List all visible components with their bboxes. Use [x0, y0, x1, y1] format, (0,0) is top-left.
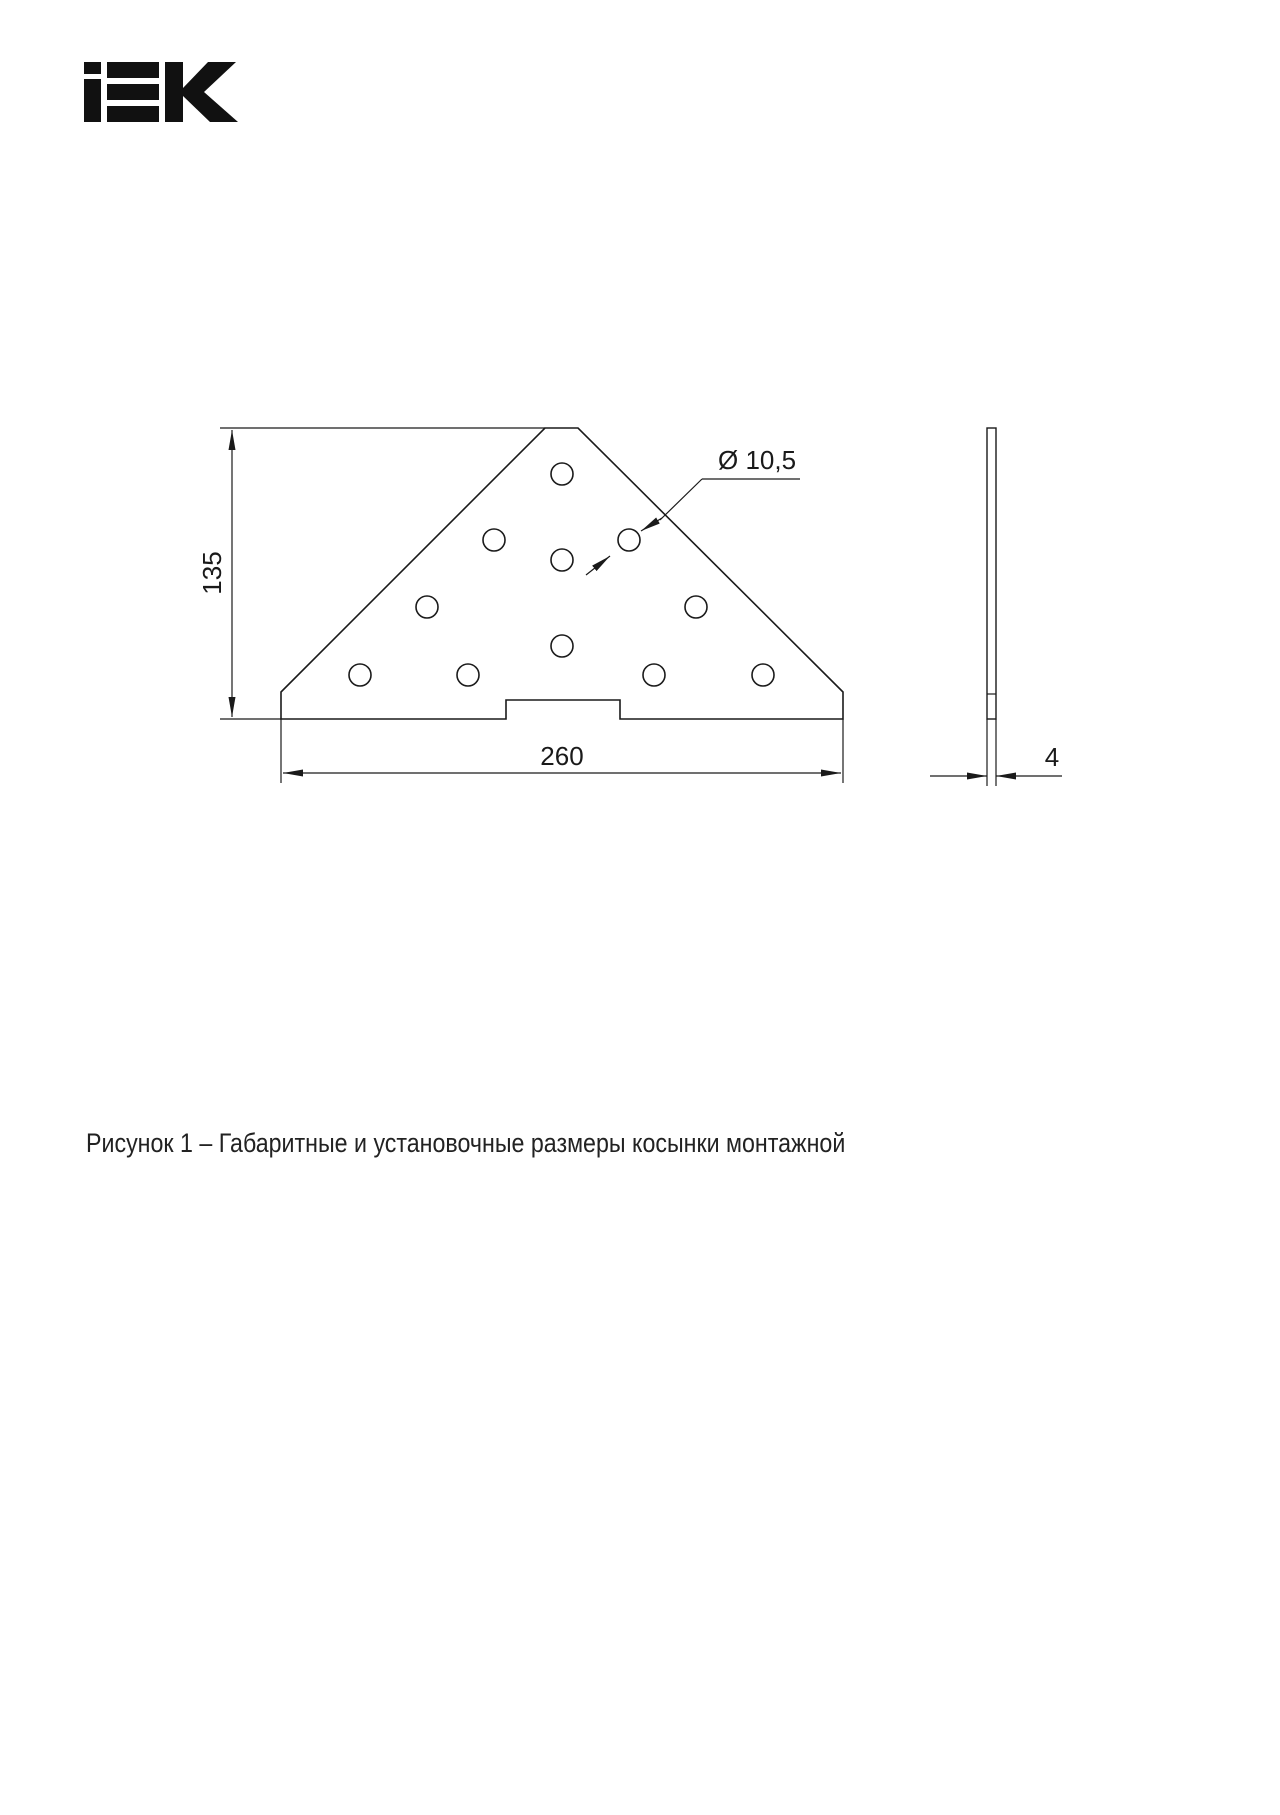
hole — [349, 664, 371, 686]
width-dimension-label: 260 — [540, 741, 584, 771]
hole — [752, 664, 774, 686]
diameter-leader-diagonal — [660, 479, 702, 520]
figure-caption: Рисунок 1 – Габаритные и установочные размеры косынки монтажной — [86, 1128, 846, 1158]
gusset-plate-drawing — [0, 0, 1280, 900]
hole — [551, 635, 573, 657]
diameter-arrow-upper — [641, 518, 662, 531]
hole — [551, 463, 573, 485]
hole — [416, 596, 438, 618]
height-dimension-label: 135 — [197, 551, 227, 595]
hole — [551, 549, 573, 571]
diameter-arrow-lower — [586, 556, 610, 575]
hole-diameter-label: Ø 10,5 — [718, 445, 797, 475]
hole — [685, 596, 707, 618]
hole — [483, 529, 505, 551]
thickness-dimension-label: 4 — [1044, 742, 1060, 772]
hole — [618, 529, 640, 551]
hole — [457, 664, 479, 686]
side-view-profile — [987, 428, 996, 719]
hole — [643, 664, 665, 686]
